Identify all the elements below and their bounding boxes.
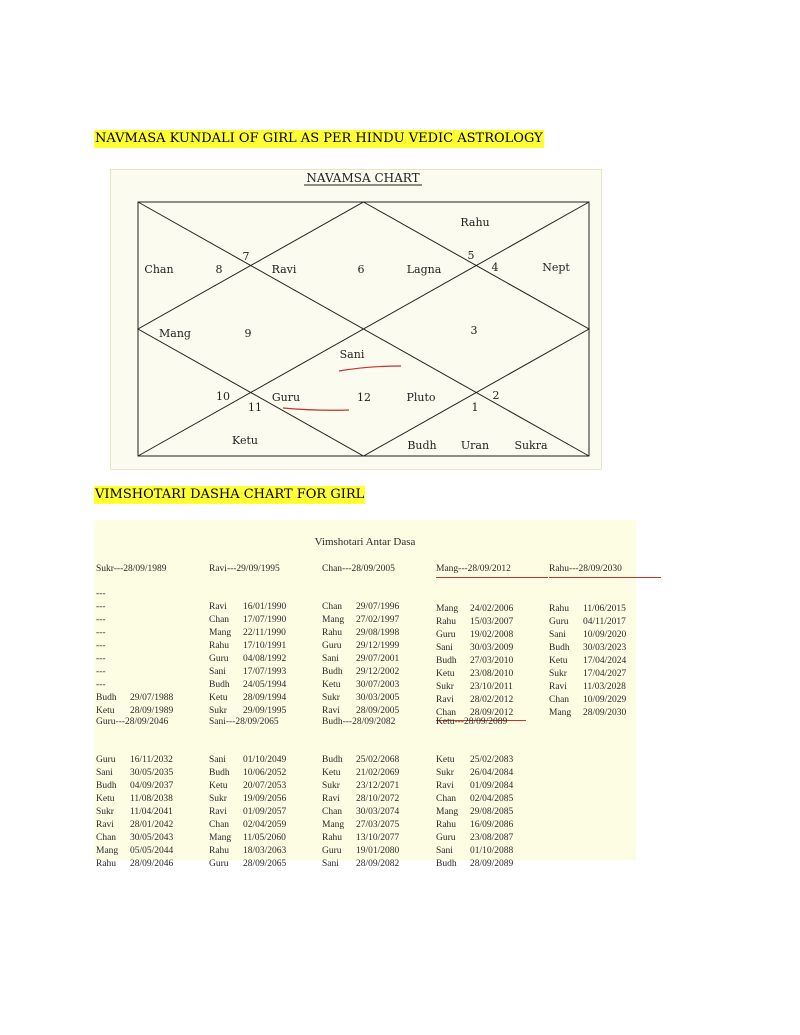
dasha-date: 28/01/2042 xyxy=(130,820,174,830)
dasha-date: 17/07/1993 xyxy=(243,667,287,677)
dasha-planet: Sukr xyxy=(209,794,227,804)
dasha-date: 19/01/2080 xyxy=(356,846,400,856)
dasha-date: 01/09/2084 xyxy=(470,781,514,791)
dasha-planet: Guru xyxy=(96,755,116,765)
dasha-planet: Sukr xyxy=(96,807,114,817)
dasha-date: 15/03/2007 xyxy=(470,617,514,627)
dasha-planet: Chan xyxy=(322,602,343,612)
dasha-row xyxy=(436,793,548,806)
dasha-date: 02/04/2085 xyxy=(470,794,514,804)
dasha-planet: Budh xyxy=(322,667,343,677)
dasha-planet: Sukr xyxy=(322,781,340,791)
house-number-3: 3 xyxy=(470,324,478,337)
dasha-date: 01/10/2049 xyxy=(243,755,287,765)
dasha-planet: Mang xyxy=(209,628,232,638)
dasha-date: 28/09/2065 xyxy=(243,859,287,869)
dasha-row xyxy=(322,627,434,640)
dasha-planet: Ketu xyxy=(96,794,115,804)
dasha-planet: Mang xyxy=(322,820,345,830)
dasha-row xyxy=(209,806,321,819)
dasha-date: 17/10/1991 xyxy=(243,641,287,651)
dasha-date: 10/06/2052 xyxy=(243,768,287,778)
dasha-row xyxy=(209,858,321,871)
dasha-row xyxy=(322,601,434,614)
dasha-row xyxy=(322,614,434,627)
dasha-date: 29/12/1999 xyxy=(356,641,400,651)
house-number-12: 12 xyxy=(357,391,371,404)
dasha-planet: Rahu xyxy=(209,846,230,856)
dasha-planet: Chan xyxy=(436,708,457,718)
dasha-date: 28/02/2012 xyxy=(470,695,514,705)
house-number-5: 5 xyxy=(467,249,475,262)
dasha-date: 28/09/1994 xyxy=(243,693,287,703)
dasha-date: 02/04/2059 xyxy=(243,820,287,830)
planet-budh: Budh xyxy=(407,439,437,452)
planet-lagna: Lagna xyxy=(406,263,442,276)
dasha-planet: Sukr xyxy=(436,682,454,692)
dasha-date: 29/12/2002 xyxy=(356,667,400,677)
dasha-planet: Guru xyxy=(436,833,456,843)
dasha-row xyxy=(549,603,661,616)
dasha-planet: --- xyxy=(96,654,106,664)
navamsa-chart-diagram xyxy=(111,170,601,469)
dasha-planet: Ketu xyxy=(436,755,455,765)
dasha-block xyxy=(209,562,321,718)
dasha-planet: Ketu xyxy=(322,768,341,778)
dasha-date: 25/02/2083 xyxy=(470,755,514,765)
dasha-row xyxy=(436,806,548,819)
dasha-date: 30/07/2003 xyxy=(356,680,400,690)
chart-title: NAVAMSA CHART xyxy=(306,171,420,185)
dasha-row xyxy=(322,832,434,845)
planet-chan: Chan xyxy=(144,263,174,276)
dasha-block-header: Chan---28/09/2005 xyxy=(322,564,395,574)
dasha-planet: Sani xyxy=(96,768,113,778)
dasha-row xyxy=(209,832,321,845)
dasha-row xyxy=(322,845,434,858)
dasha-planet: Rahu xyxy=(322,833,343,843)
dasha-planet: Sani xyxy=(209,667,226,677)
dasha-planet: --- xyxy=(96,628,106,638)
house-number-9: 9 xyxy=(244,327,252,340)
dasha-row xyxy=(436,681,548,694)
dasha-row xyxy=(436,845,548,858)
dasha-date: 26/04/2084 xyxy=(470,768,514,778)
dasha-block xyxy=(322,715,434,871)
dasha-row xyxy=(549,642,661,655)
dasha-row xyxy=(96,614,208,627)
planet-ravi: Ravi xyxy=(271,263,297,276)
dasha-row xyxy=(436,668,548,681)
dasha-heading: VIMSHOTARI DASHA CHART FOR GIRL xyxy=(95,487,365,502)
dasha-block-header: Sani---28/09/2065 xyxy=(209,717,279,727)
dasha-date: 11/06/2015 xyxy=(583,604,626,614)
dasha-row xyxy=(96,858,208,871)
house-number-10: 10 xyxy=(216,390,230,403)
dasha-date: 19/09/2056 xyxy=(243,794,287,804)
dasha-date: 04/09/2037 xyxy=(130,781,174,791)
dasha-row xyxy=(96,653,208,666)
dasha-date: 05/05/2044 xyxy=(130,846,174,856)
dasha-row xyxy=(322,679,434,692)
dasha-planet: Mang xyxy=(96,846,119,856)
dasha-planet: Budh xyxy=(436,859,457,869)
dasha-date: 16/09/2086 xyxy=(470,820,514,830)
dasha-planet: Ketu xyxy=(209,781,228,791)
dasha-row xyxy=(436,858,548,871)
dasha-row xyxy=(209,793,321,806)
dasha-row xyxy=(96,793,208,806)
dasha-row xyxy=(96,832,208,845)
dasha-date: 28/09/2082 xyxy=(356,859,400,869)
house-number-2: 2 xyxy=(492,389,500,402)
dasha-row xyxy=(209,767,321,780)
dasha-planet: Ravi xyxy=(322,794,340,804)
planet-uran: Uran xyxy=(460,439,490,452)
dasha-date: 20/07/2053 xyxy=(243,781,287,791)
dasha-date: 04/11/2017 xyxy=(583,617,626,627)
dasha-date: 28/09/2089 xyxy=(470,859,514,869)
dasha-row xyxy=(549,668,661,681)
dasha-date: 27/03/2075 xyxy=(356,820,400,830)
dasha-row xyxy=(209,819,321,832)
dasha-planet: Mang xyxy=(209,833,232,843)
sani-red-underline xyxy=(339,366,401,371)
dasha-row xyxy=(322,754,434,767)
dasha-planet: --- xyxy=(96,680,106,690)
dasha-planet: Mang xyxy=(436,807,459,817)
dasha-planet: Budh xyxy=(96,693,117,703)
dasha-block-header: Mang---28/09/2012 xyxy=(436,562,548,578)
dasha-block-header: Guru---28/09/2046 xyxy=(96,717,169,727)
dasha-block-header: Ketu---28/09/2089 xyxy=(436,717,508,727)
dasha-date: 17/07/1990 xyxy=(243,615,287,625)
dasha-date: 28/09/2046 xyxy=(130,859,174,869)
dasha-date: 27/02/1997 xyxy=(356,615,400,625)
dasha-row xyxy=(209,627,321,640)
dasha-planet: Ravi xyxy=(322,706,340,716)
dasha-row xyxy=(209,666,321,679)
dasha-row xyxy=(209,653,321,666)
dasha-planet: --- xyxy=(96,667,106,677)
dasha-planet: Guru xyxy=(322,846,342,856)
dasha-date: 30/05/2035 xyxy=(130,768,174,778)
dasha-date: 28/09/1989 xyxy=(130,706,174,716)
dasha-row xyxy=(549,616,661,629)
dasha-date: 30/03/2005 xyxy=(356,693,400,703)
dasha-block xyxy=(96,715,208,871)
dasha-row xyxy=(322,692,434,705)
dasha-row xyxy=(209,679,321,692)
dasha-row xyxy=(96,780,208,793)
dasha-block-header: Sukr---28/09/1989 xyxy=(96,564,167,574)
dasha-planet: Guru xyxy=(436,630,456,640)
dasha-date: 04/08/1992 xyxy=(243,654,287,664)
dasha-date: 17/04/2024 xyxy=(583,656,627,666)
dasha-date: 01/09/2057 xyxy=(243,807,287,817)
navamsa-chart xyxy=(110,169,602,470)
dasha-date: 30/03/2009 xyxy=(470,643,514,653)
dasha-planet: Ravi xyxy=(549,682,567,692)
dasha-row xyxy=(96,767,208,780)
dasha-date: 16/11/2032 xyxy=(130,755,173,765)
dasha-block-header: Ravi---29/09/1995 xyxy=(209,564,280,574)
dasha-planet: Sani xyxy=(322,654,339,664)
dasha-row xyxy=(322,858,434,871)
dasha-block xyxy=(322,562,434,718)
dasha-row xyxy=(549,681,661,694)
dasha-date: 28/10/2072 xyxy=(356,794,400,804)
dasha-date: 28/09/2030 xyxy=(583,708,627,718)
dasha-date: 29/08/1998 xyxy=(356,628,400,638)
dasha-planet: Sani xyxy=(209,755,226,765)
dasha-date: 30/05/2043 xyxy=(130,833,174,843)
dasha-date: 22/11/1990 xyxy=(243,628,286,638)
dasha-date: 28/09/2005 xyxy=(356,706,400,716)
dasha-date: 23/08/2010 xyxy=(470,669,514,679)
dasha-date: 30/03/2023 xyxy=(583,643,627,653)
dasha-planet: Ketu xyxy=(209,693,228,703)
dasha-planet: --- xyxy=(96,589,106,599)
dasha-row xyxy=(436,754,548,767)
dasha-row xyxy=(549,707,661,720)
dasha-planet: Guru xyxy=(209,654,229,664)
dasha-planet: --- xyxy=(96,602,106,612)
dasha-row xyxy=(322,793,434,806)
dasha-planet: Guru xyxy=(209,859,229,869)
dasha-row xyxy=(322,819,434,832)
dasha-row xyxy=(96,819,208,832)
dasha-planet: Budh xyxy=(209,680,230,690)
planet-nept: Nept xyxy=(542,261,570,274)
dasha-row xyxy=(96,692,208,705)
dasha-row xyxy=(436,819,548,832)
dasha-row xyxy=(96,640,208,653)
dasha-planet: Mang xyxy=(322,615,345,625)
dasha-planet: Budh xyxy=(96,781,117,791)
dasha-date: 29/07/2001 xyxy=(356,654,400,664)
dasha-planet: Sukr xyxy=(436,768,454,778)
dasha-block-header: Rahu---28/09/2030 xyxy=(549,562,661,578)
dasha-block xyxy=(96,562,208,718)
dasha-planet: Budh xyxy=(322,755,343,765)
dasha-row xyxy=(209,845,321,858)
dasha-table xyxy=(94,520,636,869)
dasha-planet: Budh xyxy=(209,768,230,778)
house-number-7: 7 xyxy=(242,250,250,263)
dasha-planet: --- xyxy=(96,615,106,625)
dasha-date: 01/10/2088 xyxy=(470,846,514,856)
dasha-date: 13/10/2077 xyxy=(356,833,400,843)
dasha-row xyxy=(549,629,661,642)
dasha-planet: --- xyxy=(96,641,106,651)
dasha-date: 28/09/2012 xyxy=(470,708,514,718)
dasha-date: 21/02/2069 xyxy=(356,768,400,778)
dasha-row xyxy=(436,767,548,780)
dasha-planet: Ravi xyxy=(209,602,227,612)
dasha-row xyxy=(322,653,434,666)
dasha-planet: Sukr xyxy=(209,706,227,716)
dasha-planet: Sukr xyxy=(322,693,340,703)
house-number-8: 8 xyxy=(215,263,223,276)
dasha-date: 24/05/1994 xyxy=(243,680,287,690)
planet-ketu: Ketu xyxy=(232,434,258,447)
dasha-row xyxy=(96,679,208,692)
dasha-date: 11/03/2028 xyxy=(583,682,626,692)
dasha-row xyxy=(549,655,661,668)
dasha-date: 11/08/2038 xyxy=(130,794,173,804)
dasha-row xyxy=(549,694,661,707)
dasha-row xyxy=(96,845,208,858)
dasha-planet: Chan xyxy=(96,833,117,843)
dasha-row xyxy=(96,806,208,819)
planet-sukra: Sukra xyxy=(514,439,548,452)
planet-guru: Guru xyxy=(271,391,301,404)
dasha-row xyxy=(436,642,548,655)
dasha-planet: Ravi xyxy=(436,695,454,705)
dasha-row xyxy=(436,603,548,616)
dasha-row xyxy=(209,601,321,614)
dasha-row xyxy=(322,806,434,819)
dasha-date: 29/09/1995 xyxy=(243,706,287,716)
dasha-row xyxy=(436,616,548,629)
dasha-planet: Ketu xyxy=(549,656,568,666)
dasha-row xyxy=(436,694,548,707)
dasha-row xyxy=(96,588,208,601)
dasha-date: 11/04/2041 xyxy=(130,807,173,817)
dasha-planet: Rahu xyxy=(96,859,117,869)
dasha-planet: Ketu xyxy=(436,669,455,679)
dasha-date: 16/01/1990 xyxy=(243,602,287,612)
dasha-block xyxy=(436,715,548,871)
guru-red-underline xyxy=(283,408,349,410)
dasha-planet: Sani xyxy=(549,630,566,640)
house-number-6: 6 xyxy=(357,263,365,276)
dasha-row xyxy=(436,629,548,642)
dasha-block-header: Budh---28/09/2082 xyxy=(322,717,396,727)
dasha-planet: Rahu xyxy=(436,820,457,830)
dasha-planet: Ravi xyxy=(96,820,114,830)
dasha-row xyxy=(209,754,321,767)
dasha-planet: Chan xyxy=(549,695,570,705)
dasha-row xyxy=(96,754,208,767)
dasha-row xyxy=(209,780,321,793)
dasha-row xyxy=(209,614,321,627)
dasha-planet: Sukr xyxy=(549,669,567,679)
dasha-row xyxy=(322,780,434,793)
dasha-row xyxy=(322,640,434,653)
dasha-planet: Sani xyxy=(436,846,453,856)
house-number-1: 1 xyxy=(471,401,479,414)
dasha-date: 29/07/1988 xyxy=(130,693,174,703)
dasha-date: 25/02/2068 xyxy=(356,755,400,765)
dasha-row xyxy=(96,666,208,679)
dasha-planet: Rahu xyxy=(549,604,570,614)
dasha-title: Vimshotari Antar Dasa xyxy=(314,536,416,548)
planet-sani: Sani xyxy=(339,348,365,361)
planet-pluto: Pluto xyxy=(406,391,436,404)
dasha-date: 10/09/2029 xyxy=(583,695,627,705)
house-number-4: 4 xyxy=(491,261,499,274)
planet-mang: Mang xyxy=(159,327,191,340)
dasha-planet: Rahu xyxy=(436,617,457,627)
dasha-row xyxy=(322,767,434,780)
dasha-date: 11/05/2060 xyxy=(243,833,286,843)
dasha-row xyxy=(436,832,548,845)
dasha-block xyxy=(209,715,321,871)
planet-rahu: Rahu xyxy=(460,216,490,229)
dasha-date: 17/04/2027 xyxy=(583,669,627,679)
dasha-planet: Budh xyxy=(549,643,570,653)
dasha-planet: Budh xyxy=(436,656,457,666)
dasha-planet: Chan xyxy=(209,615,230,625)
dasha-block xyxy=(549,562,661,720)
dasha-date: 30/03/2074 xyxy=(356,807,400,817)
dasha-block xyxy=(436,562,548,720)
dasha-planet: Chan xyxy=(436,794,457,804)
dasha-date: 10/09/2020 xyxy=(583,630,627,640)
dasha-date: 27/03/2010 xyxy=(470,656,514,666)
dasha-date: 29/07/1996 xyxy=(356,602,400,612)
dasha-date: 24/02/2006 xyxy=(470,604,514,614)
dasha-planet: Sani xyxy=(322,859,339,869)
dasha-row xyxy=(209,692,321,705)
dasha-row xyxy=(436,655,548,668)
dasha-planet: Ravi xyxy=(436,781,454,791)
dasha-date: 29/08/2085 xyxy=(470,807,514,817)
dasha-planet: Guru xyxy=(322,641,342,651)
dasha-row xyxy=(209,640,321,653)
dasha-planet: Sani xyxy=(436,643,453,653)
dasha-planet: Ravi xyxy=(209,807,227,817)
dasha-planet: Guru xyxy=(549,617,569,627)
dasha-date: 18/03/2063 xyxy=(243,846,287,856)
dasha-planet: Ketu xyxy=(96,706,115,716)
dasha-planet: Ketu xyxy=(322,680,341,690)
dasha-row xyxy=(96,627,208,640)
navamsa-heading: NAVMASA KUNDALI OF GIRL AS PER HINDU VEDIC ASTROLOGY xyxy=(95,131,543,146)
house-number-11: 11 xyxy=(248,401,262,414)
dasha-planet: Rahu xyxy=(322,628,343,638)
dasha-row xyxy=(436,780,548,793)
dasha-planet: Mang xyxy=(436,604,459,614)
dasha-planet: Rahu xyxy=(209,641,230,651)
dasha-planet: Chan xyxy=(209,820,230,830)
dasha-date: 23/08/2087 xyxy=(470,833,514,843)
dasha-planet: Mang xyxy=(549,708,572,718)
dasha-row xyxy=(96,601,208,614)
dasha-date: 23/12/2071 xyxy=(356,781,400,791)
dasha-date: 23/10/2011 xyxy=(470,682,513,692)
dasha-row xyxy=(322,666,434,679)
dasha-date: 19/02/2008 xyxy=(470,630,514,640)
dasha-planet: Chan xyxy=(322,807,343,817)
